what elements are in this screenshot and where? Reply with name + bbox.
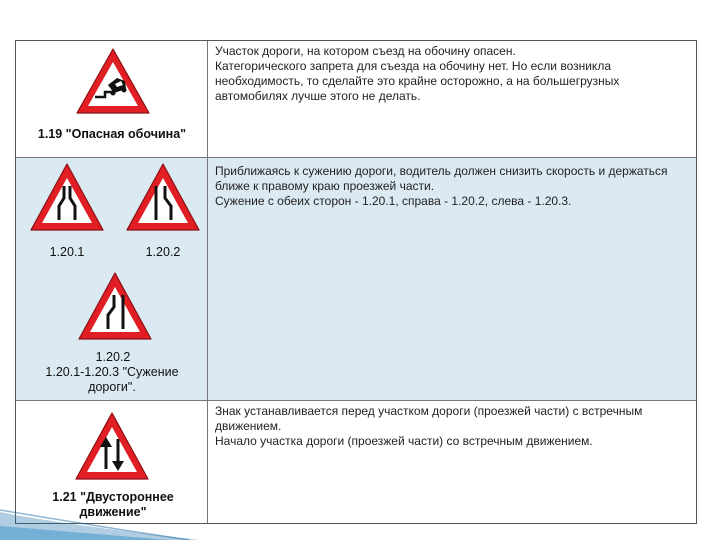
dangerous-shoulder-sign-icon (73, 45, 153, 119)
road-narrows-left-icon (75, 269, 155, 345)
sign-label: 1.21 "Двустороннее движение" (52, 490, 174, 519)
road-narrows-right-icon (124, 160, 202, 236)
sign-description: Участок дороги, на котором съезд на обочину опасен. Категорического запрета для съезда на обочину нет. Но если возникла необходимость, то сделайте это крайне осторожно, а на большегрузных автомобилях лучше этого не делать. (215, 44, 620, 103)
sign-label: 1.20.1-1.20.3 "Сужение дороги". (45, 365, 179, 394)
table-row (16, 41, 696, 158)
table-row (16, 158, 696, 401)
decorative-swoosh-icon (0, 450, 200, 540)
sign-label: 1.20.1 (49, 245, 85, 259)
sign-label: 1.20.2 (95, 350, 131, 364)
sign-description: Знак устанавливается перед участком дороги (проезжей части) с встречным движением. Начало участка дороги (проезжей части) со встречным движением. (215, 404, 643, 448)
sign-label: 1.19 "Опасная обочина" (37, 127, 187, 141)
road-narrows-both-sides-icon (28, 160, 106, 236)
sign-cell (16, 158, 208, 400)
sign-cell (16, 41, 208, 157)
sign-description: Приближаясь к сужению дороги, водитель должен снизить скорость и держаться ближе к правому краю проезжей части. Сужение с обеих сторон - 1.20.1, справа - 1.20.2, слева - 1.20.3. (215, 164, 668, 208)
sign-label: 1.20.2 (145, 245, 181, 259)
